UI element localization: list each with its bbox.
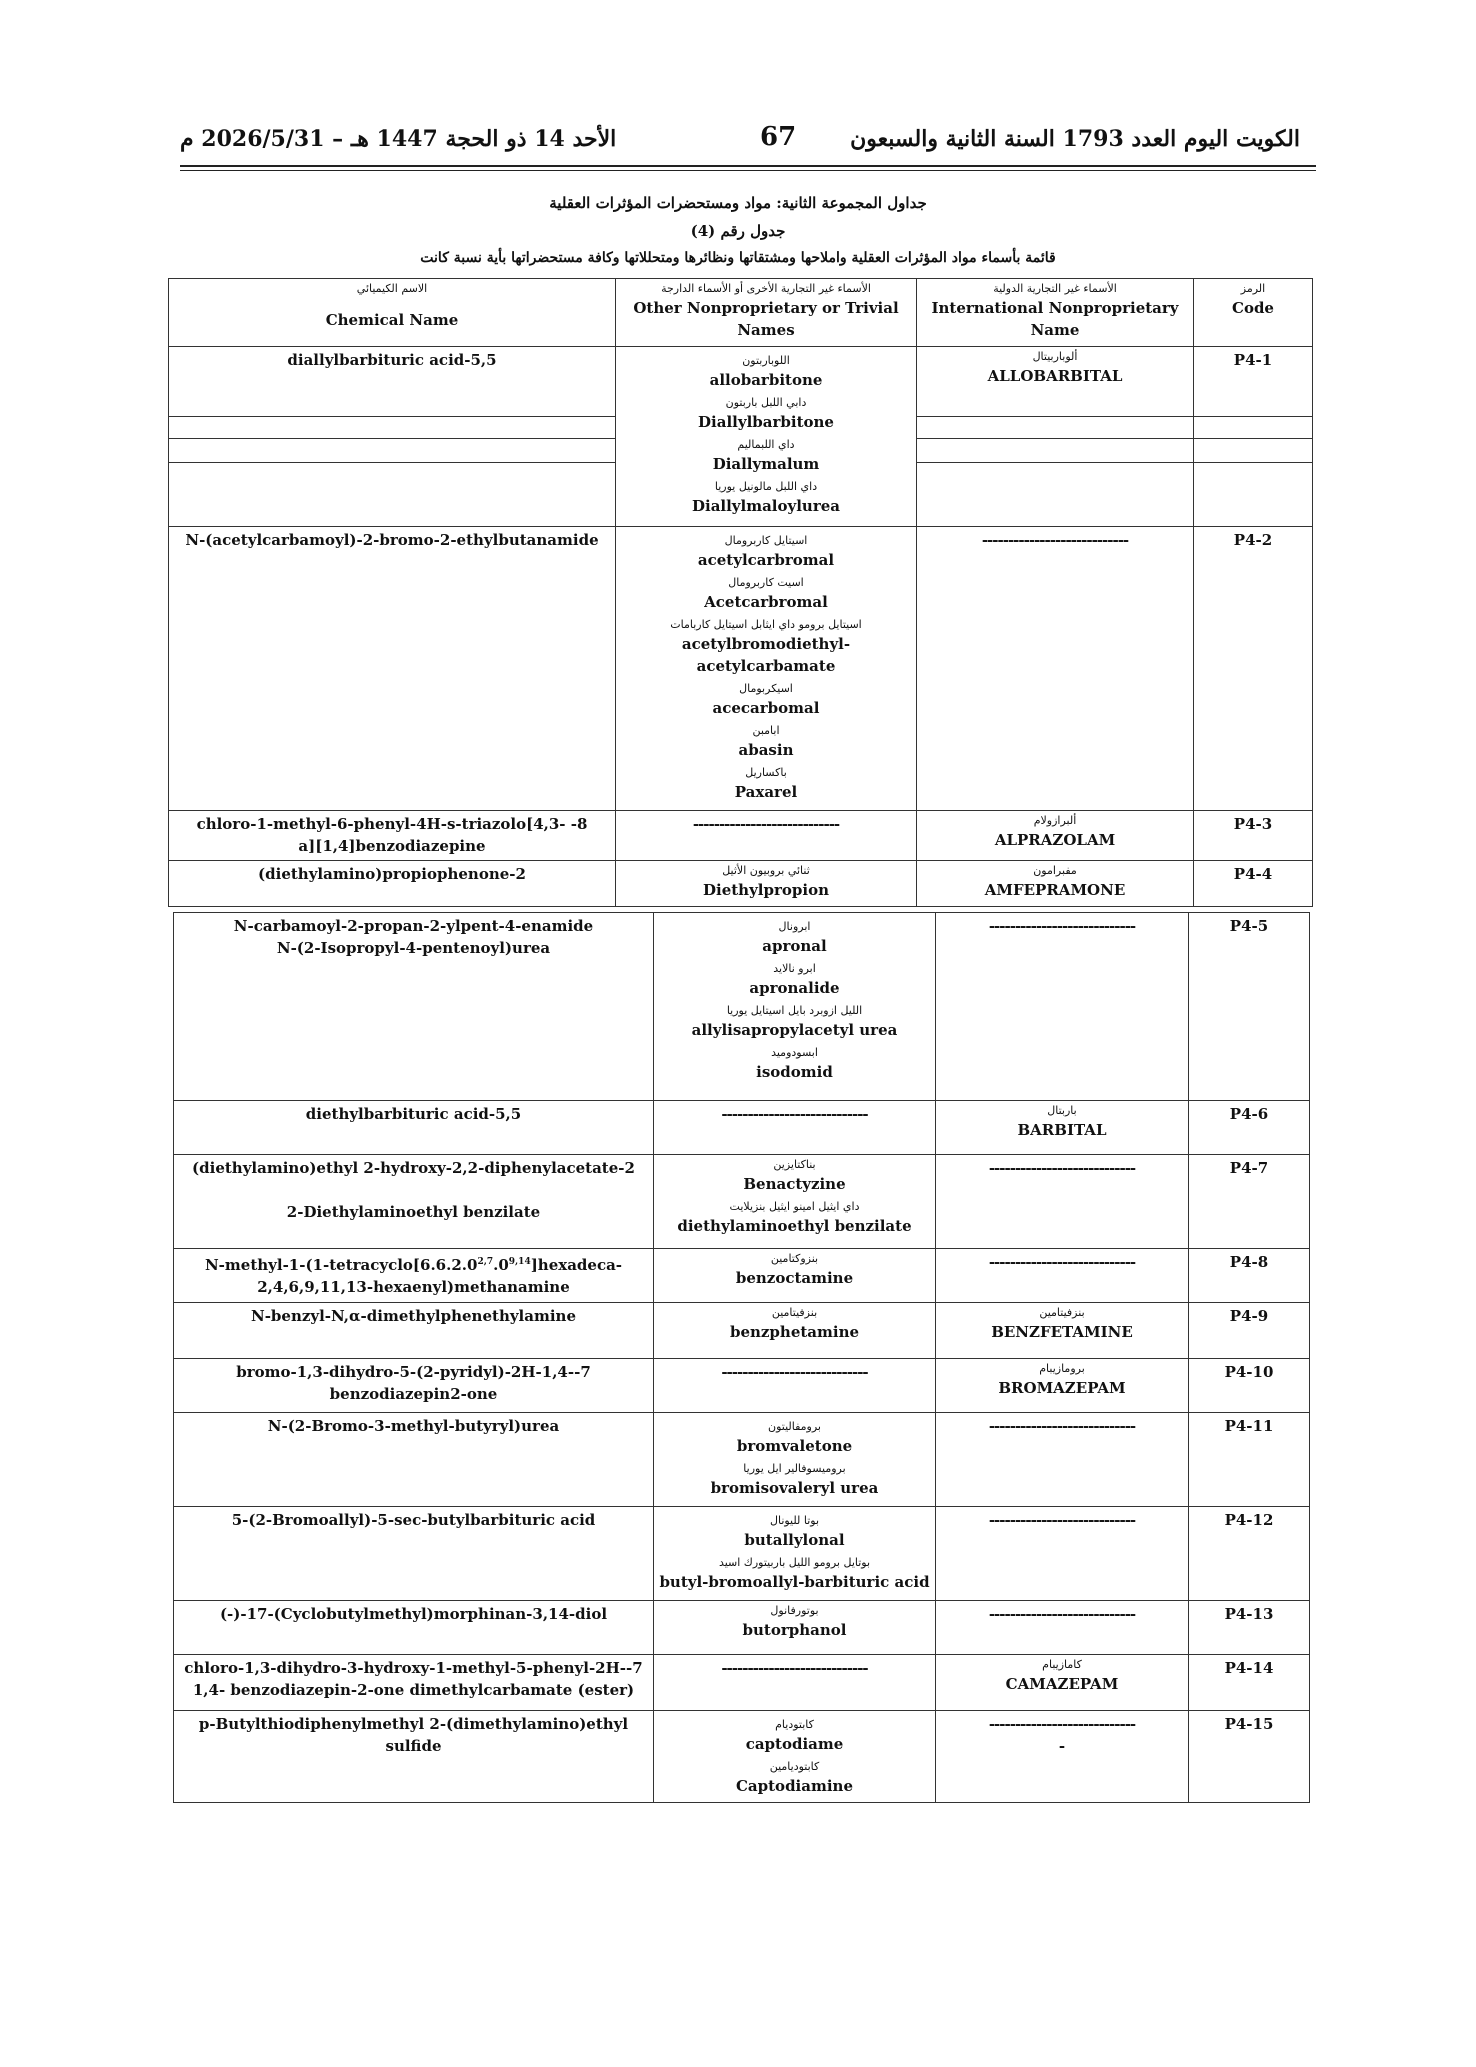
caption-group: جداول المجموعة الثانية: مواد ومستحضرات المؤثرات العقلية [549,194,927,212]
inn-empty-dashes: ---------------------------- [936,1413,1189,1507]
table-row [174,913,1310,1101]
code-cell: P4-7 [1189,1155,1310,1249]
inn-name: كامازيبام CAMAZEPAM [936,1655,1189,1711]
chemical-name: chloro-1-methyl-6-phenyl-4H-s-triazolo[4,3- -8 a][1,4]benzodiazepine [169,811,616,861]
other-names: بناكتايزين Benactyzine داي ايثيل امينو ايثيل بنزيلايت diethylaminoethyl benzilate [654,1155,936,1249]
chemical-name: N-benzyl-N,α-dimethylphenethylamine [174,1303,654,1359]
other-names: بنزوكتامين benzoctamine [654,1249,936,1303]
inn-name: مفبرامون AMFEPRAMONE [917,861,1194,907]
code-cell: P4-8 [1189,1249,1310,1303]
code-cell: P4-15 [1189,1711,1310,1803]
chemical-name: p-Butylthiodiphenylmethyl 2-(dimethylamino)ethyl sulfide [174,1711,654,1803]
header-code: الرمز Code [1194,279,1313,347]
chemical-name: (diethylamino)propiophenone-2 [169,861,616,907]
other-names-empty-dashes: ---------------------------- [654,1655,936,1711]
other-names: اسيتايل كاربرومال acetylcarbromal اسيت كاربرومال Acetcarbromal اسيتايل برومو داي ايثابل اسيتايل كاربامات acetylbromodiethyl-acetylcarbamate اسيكربومال acecarbomal ابامبن abasin باكساريل Paxarel [616,527,917,811]
other-names: ثنائي بروبيون الأثيل Diethylpropion [616,861,917,907]
code-cell: P4-13 [1189,1601,1310,1655]
other-names: ابرونال apronal ابرو نالايد apronalide الليل ازوبرد بايل اسيتايل يوريا allylisapropylacetyl urea ابسودوميد isodomid [654,913,936,1101]
table-row [174,1155,1310,1249]
table-header-row [169,279,1313,347]
inn-empty-dashes: ---------------------------- [936,1155,1189,1249]
inn-name: ---------------------------- - [936,1711,1189,1803]
inn-empty-dashes: ---------------------------- [936,1249,1189,1303]
code-cell: P4-4 [1194,861,1313,907]
chemical-name: 5-(2-Bromoallyl)-5-sec-butylbarbituric acid [174,1507,654,1601]
chemical-name: (diethylamino)ethyl 2-hydroxy-2,2-diphenylacetate-2 2-Diethylaminoethyl benzilate [174,1155,654,1249]
code-cell: P4-3 [1194,811,1313,861]
chemical-name: N-methyl-1-(1-tetracyclo[6.6.2.0$^{2,7}$.0$^{9,14}$]hexadeca- 2,4,6,9,11,13-hexaenyl)methanamine [174,1249,654,1303]
inn-empty-dashes: ---------------------------- [917,527,1194,811]
other-names: برومفاليتون bromvaletone بروميسوفالير ايل يوريا bromisovaleryl urea [654,1413,936,1507]
chemical-name: N-(2-Bromo-3-methyl-butyryl)urea [174,1413,654,1507]
inn-name: بنزفيتامين BENZFETAMINE [936,1303,1189,1359]
table-row [169,347,1313,417]
header-chemical-name: الاسم الكيميائي Chemical Name [169,279,616,347]
page-number: 67 [760,122,797,152]
chemical-name: chloro-1,3-dihydro-3-hydroxy-1-methyl-5-phenyl-2H--7 1,4- benzodiazepin-2-one dimethylcarbamate (ester) [174,1655,654,1711]
inn-name: ألبرازولام ALPRAZOLAM [917,811,1194,861]
table-row [174,1359,1310,1413]
inn-name: ألوباربيتال ALLOBARBITAL [917,347,1194,417]
table-row [174,1601,1310,1655]
table-row [174,1711,1310,1803]
header-inn: الأسماء غير التجارية الدولية International Nonproprietary Name [917,279,1194,347]
inn-name: باربتال BARBITAL [936,1101,1189,1155]
table-row [174,1413,1310,1507]
table-row [174,1507,1310,1601]
other-names: بنزفيتامين benzphetamine [654,1303,936,1359]
table-row [174,1655,1310,1711]
code-cell: P4-2 [1194,527,1313,811]
table-part-1 [168,278,1313,907]
header-rule-thin [180,170,1316,171]
table-row [174,1249,1310,1303]
code-cell: P4-12 [1189,1507,1310,1601]
chemical-name: N-carbamoyl-2-propan-2-ylpent-4-enamide N-(2-Isopropyl-4-pentenoyl)urea [174,913,654,1101]
code-cell: P4-1 [1194,347,1313,417]
page-header [180,118,1300,164]
code-cell: P4-11 [1189,1413,1310,1507]
header-issue: الكويت اليوم العدد 1793 السنة الثانية والسبعون [850,126,1300,152]
code-cell: P4-9 [1189,1303,1310,1359]
caption-description: قائمة بأسماء مواد المؤثرات العقلية واملاحها ومشتقاتها ونظائرها ومتحللاتها وكافة مستحضراتها بأية نسبة كانت [420,250,1056,266]
chemical-name: (-)-17-(Cyclobutylmethyl)morphinan-3,14-diol [174,1601,654,1655]
table-row [169,527,1313,811]
inn-empty-dashes: ---------------------------- [936,1601,1189,1655]
other-names-empty-dashes: ---------------------------- [654,1359,936,1413]
code-cell: P4-5 [1189,913,1310,1101]
table-row [169,811,1313,861]
other-names-empty-dashes: ---------------------------- [654,1101,936,1155]
inn-empty-dashes: ---------------------------- [936,1507,1189,1601]
chemical-name: diethylbarbituric acid-5,5 [174,1101,654,1155]
other-names-empty-dashes: ---------------------------- [616,811,917,861]
other-names: كابتوديام captodiame كابتوديامين Captodiamine [654,1711,936,1803]
header-date: الأحد 14 ذو الحجة 1447 هـ – 2026/5/31 م [180,126,617,152]
table-row [174,1101,1310,1155]
other-names: بوتا لليونال butallylonal بوتايل برومو الليل باربيتورك اسيد butyl-bromoallyl-barbituric acid [654,1507,936,1601]
chemical-name: bromo-1,3-dihydro-5-(2-pyridyl)-2H-1,4--7 benzodiazepin2-one [174,1359,654,1413]
other-names: اللوباربتون allobarbitone دابي اللبل باربتون Diallylbarbitone داي اللبماليم Diallymalum داي اللبل مالونيل يوريا Diallylmaloylurea [616,347,917,527]
code-cell: P4-6 [1189,1101,1310,1155]
code-cell: P4-14 [1189,1655,1310,1711]
chemical-name: N-(acetylcarbamoyl)-2-bromo-2-ethylbutanamide [169,527,616,811]
inn-empty-dashes: ---------------------------- [936,913,1189,1101]
other-names: بوتورفانول butorphanol [654,1601,936,1655]
table-part-2 [173,912,1310,1803]
header-rule [180,165,1316,167]
table-row [174,1303,1310,1359]
header-other-names: الأسماء غير التجارية الأخرى أو الأسماء الدارجة Other Nonproprietary or Trivial Names [616,279,917,347]
code-cell: P4-10 [1189,1359,1310,1413]
caption-table-number: جدول رقم (4) [690,222,786,240]
chemical-name: diallylbarbituric acid-5,5 [169,347,616,417]
inn-name: برومازيبام BROMAZEPAM [936,1359,1189,1413]
table-row [169,861,1313,907]
